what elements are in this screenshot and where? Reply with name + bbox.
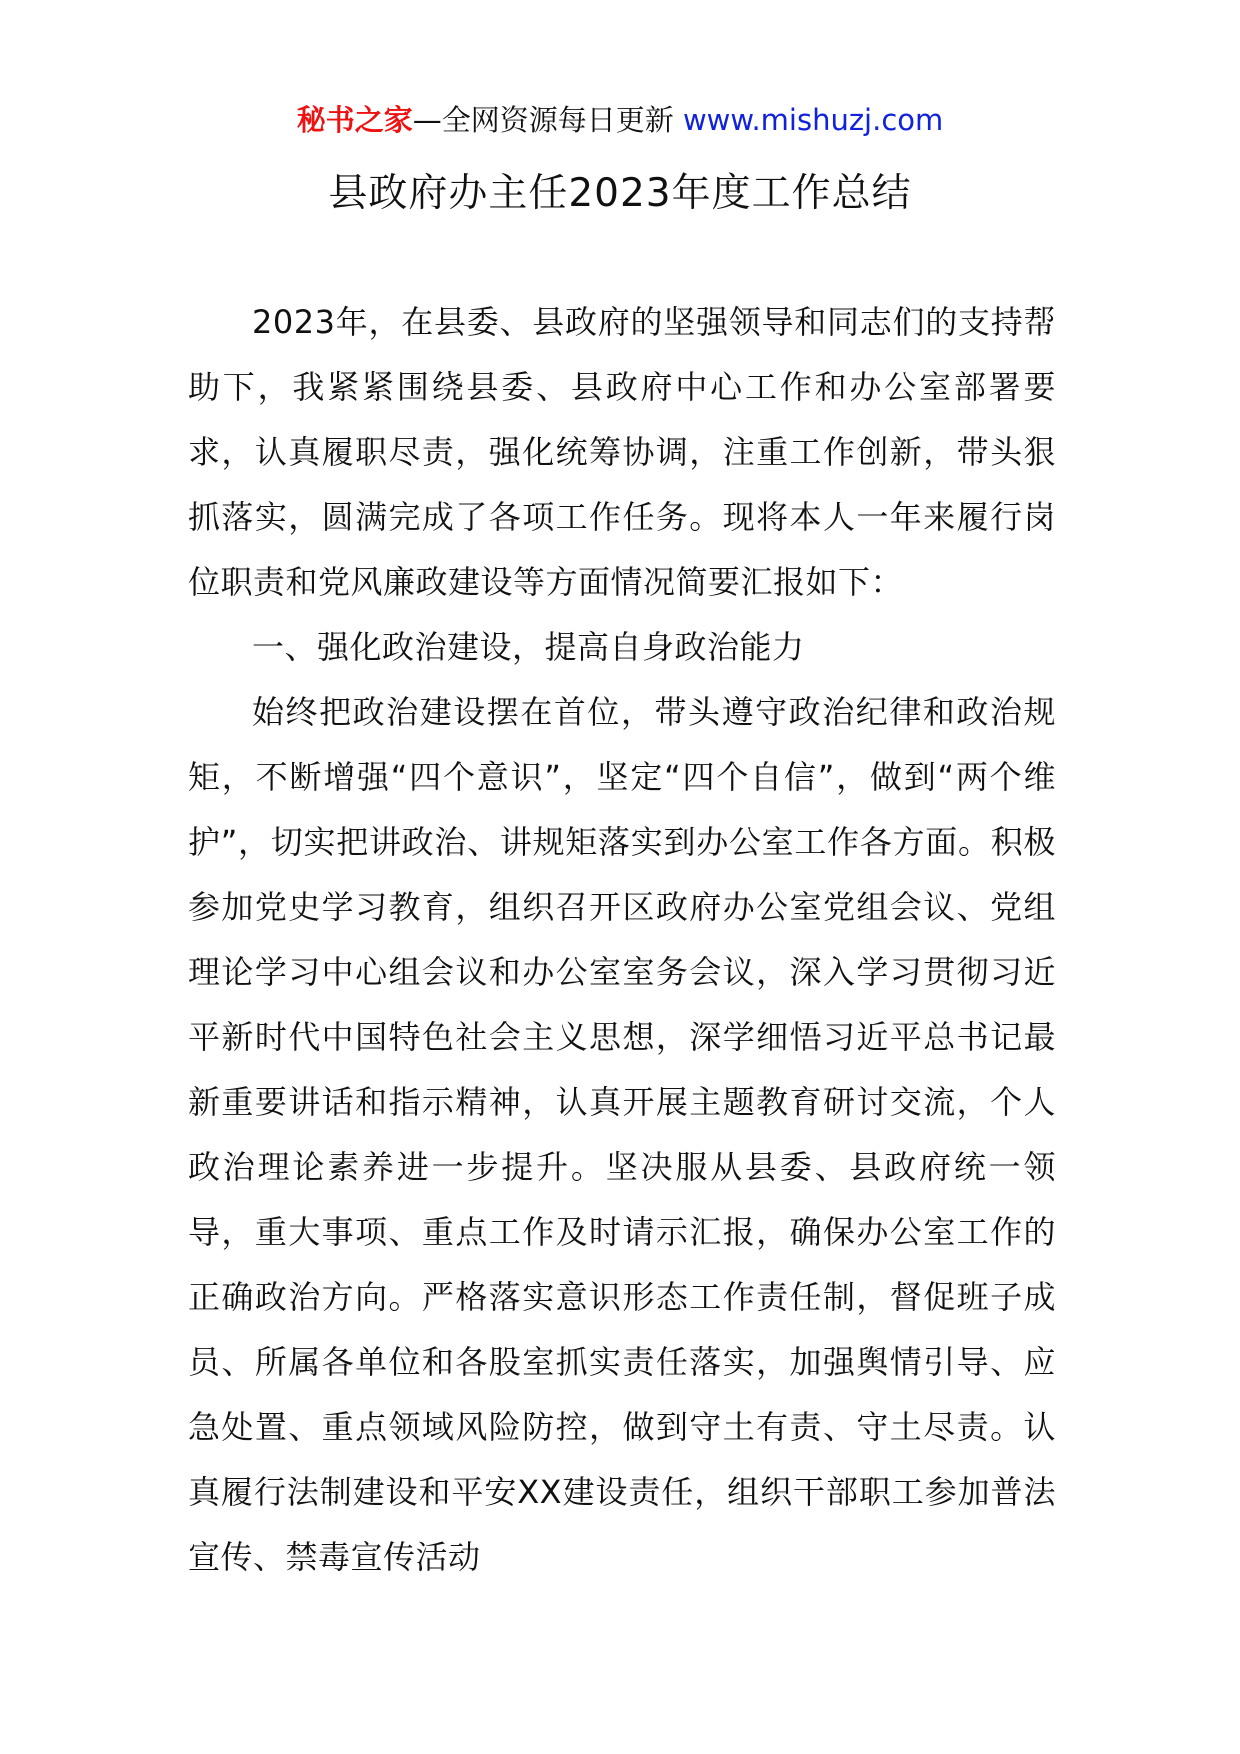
document-title: 县政府办主任2023年度工作总结 xyxy=(328,171,912,216)
watermark-header xyxy=(0,100,1240,140)
brand-name: 秘书之家 xyxy=(296,103,413,137)
intro-paragraph: 2023年，在县委、县政府的坚强领导和同志们的支持帮助下，我紧紧围绕县委、县政府中心工作和办公室部署要求，认真履职尽责，强化统筹协调，注重工作创新，带头狠抓落实，圆满完成了各项工作任务。现将本人一年来履行岗位职责和党风廉政建设等方面情况简要汇报如下： xyxy=(188,303,1056,601)
section-heading-1: 一、强化政治建设，提高自身政治能力 xyxy=(252,628,805,666)
document-body xyxy=(188,290,1056,1590)
section-paragraph-1: 始终把政治建设摆在首位，带头遵守政治纪律和政治规矩，不断增强“四个意识”，坚定“四个自信”，做到“两个维护”，切实把讲政治、讲规矩落实到办公室工作各方面。积极参加党史学习教育，组织召开区政府办公室党组会议、党组理论学习中心组会议和办公室室务会议，深入学习贯彻习近平新时代中国特色社会主义思想，深学细悟习近平总书记最新重要讲话和指示精神，认真开展主题教育研讨交流，个人政治理论素养进一步提升。坚决服从县委、县政府统一领导，重大事项、重点工作及时请示汇报，确保办公室工作的正确政治方向。严格落实意识形态工作责任制，督促班子成员、所属各单位和各股室抓实责任落实，加强舆情引导、应急处置、重点领域风险防控，做到守土有责、守土尽责。认真履行法制建设和平安XX建设责任，组织干部职工参加普法宣传、禁毒宣传活动 xyxy=(188,693,1056,1576)
brand-url[interactable]: www.mishuzj.com xyxy=(682,103,944,137)
brand-tagline: —全网资源每日更新 xyxy=(412,103,674,137)
